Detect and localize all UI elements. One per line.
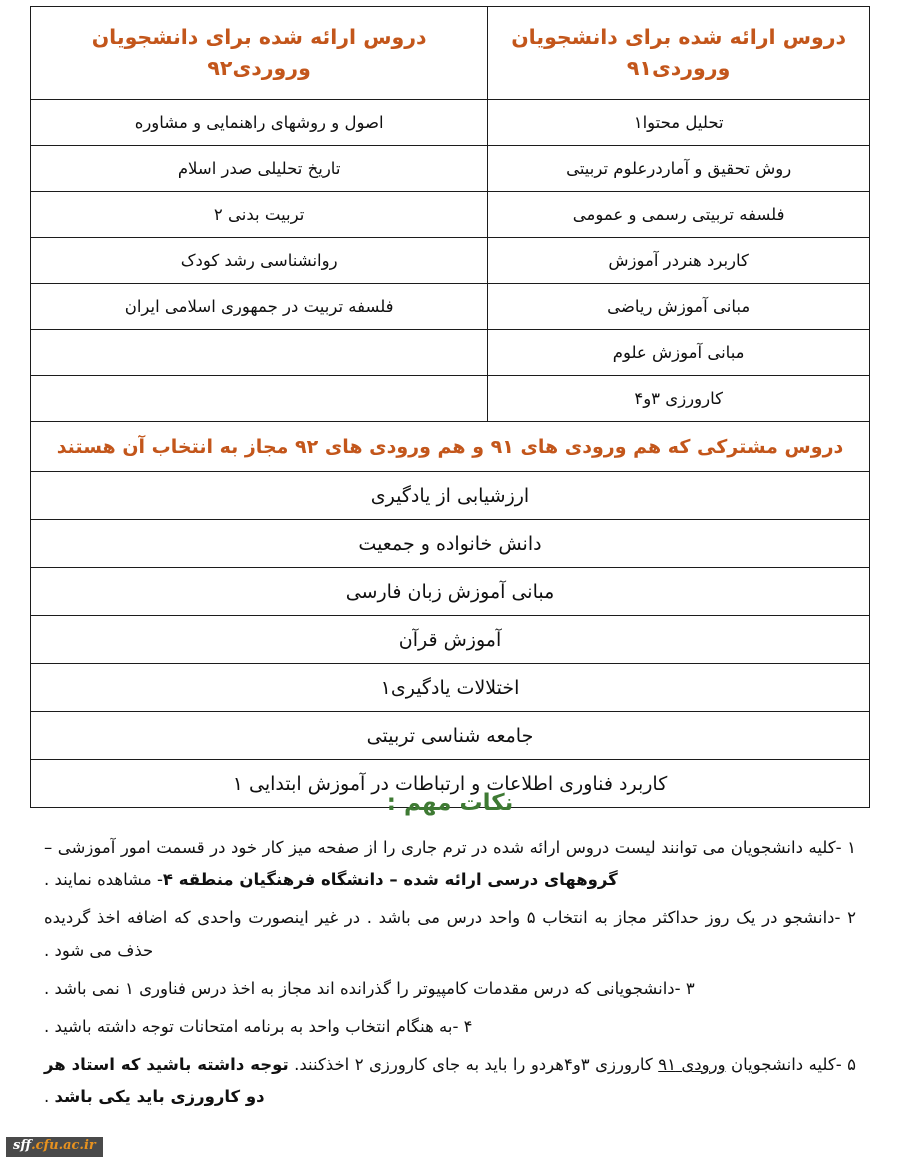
table-header-row <box>31 7 870 100</box>
course-cell-entry-91: فلسفه تربیتی رسمی و عمومی <box>488 192 870 238</box>
course-offering-table <box>30 6 870 808</box>
course-cell-entry-91: مبانی آموزش علوم <box>488 330 870 376</box>
table-row <box>31 146 870 192</box>
note-text-segment: -دانشجو در یک روز حداکثر مجاز به انتخاب ۵ واحد درس می باشد . در غیر اینصورت واحدی که اضافه اخذ گردیده حذف می شود . <box>44 908 848 960</box>
shared-courses-banner: دروس مشترکی که هم ورودی های ۹۱ و هم ورودی های ۹۲ مجاز به انتخاب آن هستند <box>31 422 870 472</box>
shared-course-cell: کاربرد فناوری اطلاعات و ارتباطات در آموزش ابتدایی ۱ <box>31 760 870 808</box>
course-cell-entry-91: تحلیل محتوا۱ <box>488 100 870 146</box>
table-body <box>31 7 870 808</box>
note-text-segment: گروههای درسی ارائه شده – دانشگاه فرهنگیان منطقه ۴ <box>162 870 618 890</box>
shared-course-row <box>31 568 870 616</box>
shared-course-cell: اختلالات یادگیری۱ <box>31 664 870 712</box>
table-row <box>31 238 870 284</box>
notes-title: نکات مهم : <box>386 790 514 816</box>
note-item <box>30 1011 870 1043</box>
note-text-segment: ورودی ۹۱ <box>658 1055 726 1075</box>
shared-course-cell: جامعه شناسی تربیتی <box>31 712 870 760</box>
shared-course-row <box>31 664 870 712</box>
note-text-segment: کارورزی ۳و۴هردو را باید به جای کارورزی ۲ اخذکنند. <box>288 1055 659 1075</box>
course-cell-entry-91: کارورزی ۳و۴ <box>488 376 870 422</box>
note-text-segment: توجه داشته باشید که استاد هر دو کارورزی باید یکی باشد <box>44 1055 289 1107</box>
course-cell-entry-92: تاریخ تحلیلی صدر اسلام <box>31 146 488 192</box>
note-text-segment: . <box>44 1087 55 1107</box>
note-text-segment: -کلیه دانشجویان می توانند لیست دروس ارائه شده در ترم جاری را از صفحه میز کار خود در قسمت امور آموزشی – <box>44 838 848 857</box>
watermark-suffix: .cfu.ac.ir <box>31 1138 96 1154</box>
shared-course-row <box>31 712 870 760</box>
note-number: ۵ <box>847 1055 856 1075</box>
course-cell-entry-91: روش تحقیق و آماردرعلوم تربیتی <box>488 146 870 192</box>
table-row <box>31 284 870 330</box>
shared-course-row <box>31 520 870 568</box>
watermark-prefix: sff <box>13 1138 32 1154</box>
shared-course-cell: مبانی آموزش زبان فارسی <box>31 568 870 616</box>
shared-course-cell: آموزش قرآن <box>31 616 870 664</box>
course-cell-entry-92: روانشناسی رشد کودک <box>31 238 488 284</box>
note-item <box>30 832 870 896</box>
shared-course-row <box>31 616 870 664</box>
note-text-segment: -دانشجویانی که درس مقدمات کامپیوتر را گذرانده اند مجاز به اخذ درس فناوری ۱ نمی باشد . <box>44 978 686 998</box>
table-row <box>31 330 870 376</box>
shared-course-cell: ارزشیابی از یادگیری <box>31 472 870 520</box>
note-item <box>30 1049 870 1113</box>
table-row <box>31 100 870 146</box>
notes-list <box>30 832 870 1113</box>
redacted-cell <box>31 376 488 422</box>
note-item <box>30 902 870 966</box>
note-number: ۳ <box>685 978 695 998</box>
header-cell-entry-92 <box>31 7 488 100</box>
note-number: ۲ <box>847 908 856 928</box>
note-item <box>30 973 870 1005</box>
note-number: ۴ <box>463 1016 473 1036</box>
course-cell-entry-91: مبانی آموزش ریاضی <box>488 284 870 330</box>
header-label-entry-91: دروس ارائه شده برای دانشجویان وروردی۹۱ <box>511 25 847 80</box>
shared-course-row <box>31 472 870 520</box>
note-number: ۱ <box>847 838 856 857</box>
shared-courses-banner-row <box>31 422 870 472</box>
note-text-segment: -کلیه دانشجویان <box>725 1055 848 1075</box>
shared-course-cell: دانش خانواده و جمعیت <box>31 520 870 568</box>
note-text-segment: - مشاهده نمایند . <box>44 870 163 890</box>
course-cell-entry-92: تربیت بدنی ۲ <box>31 192 488 238</box>
header-cell-entry-91 <box>488 7 870 100</box>
important-notes-section <box>30 790 870 1119</box>
table-row <box>31 376 870 422</box>
course-cell-entry-92: اصول و روشهای راهنمایی و مشاوره <box>31 100 488 146</box>
course-cell-entry-91: کاربرد هنردر آموزش <box>488 238 870 284</box>
course-cell-entry-92: فلسفه تربیت در جمهوری اسلامی ایران <box>31 284 488 330</box>
site-watermark <box>6 1137 103 1157</box>
course-offering-table-container <box>30 6 870 808</box>
note-text-segment: -به هنگام انتخاب واحد به برنامه امتحانات توجه داشته باشید . <box>44 1016 464 1036</box>
course-cell-entry-92 <box>31 330 488 376</box>
header-label-entry-92: دروس ارائه شده برای دانشجویان وروردی۹۲ <box>91 25 427 80</box>
table-row <box>31 192 870 238</box>
